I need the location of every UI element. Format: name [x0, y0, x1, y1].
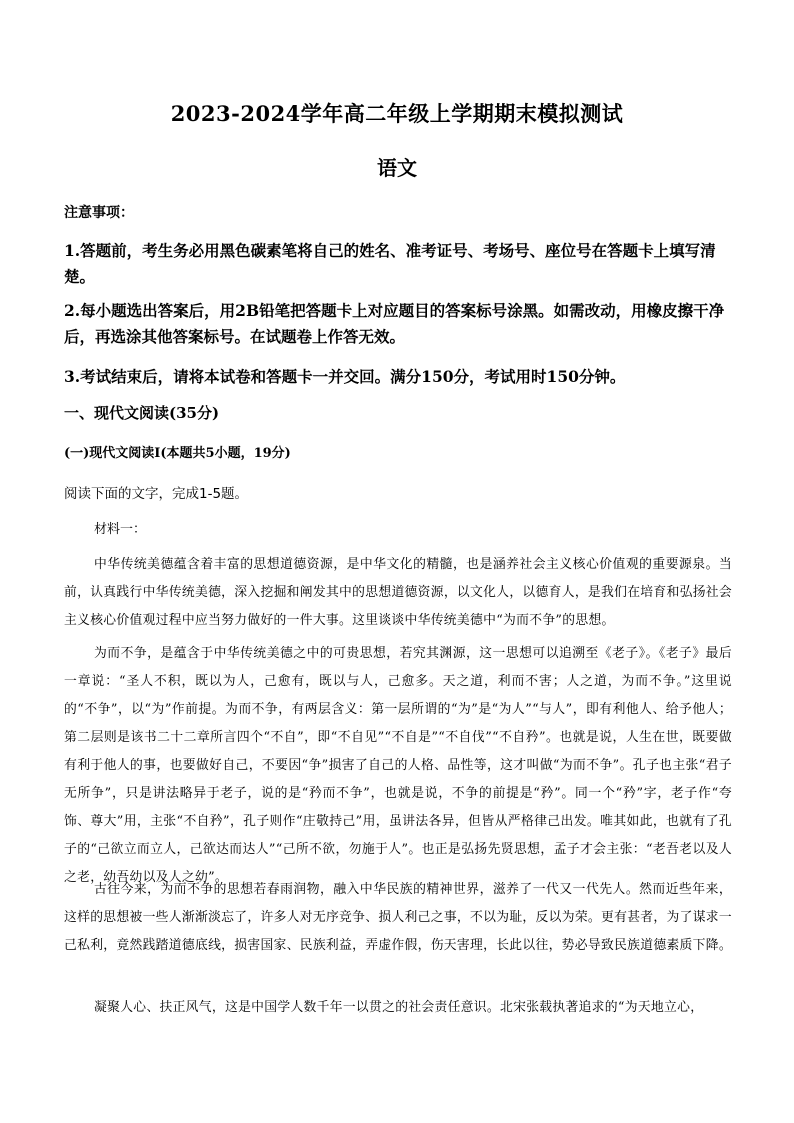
notice-item: 2.每小题选出答案后，用2B铅笔把答题卡上对应题目的答案标号涂黑。如需改动，用橡皮擦干净后，再选涂其他答案标号。在试题卷上作答无效。	[64, 301, 725, 346]
reading-instruction: 阅读下面的文字，完成1-5题。	[64, 486, 249, 502]
exam-subject: 语文	[377, 156, 417, 180]
subsection-heading: (一)现代文阅读Ⅰ(本题共5小题，19分)	[64, 446, 291, 461]
passage-paragraph: 凝聚人心、扶正风气，这是中国学人数千年一以贯之的社会责任意识。北宋张载执著追求的“为天地立心，	[94, 1000, 704, 1015]
material-label: 材料一：	[94, 522, 147, 537]
passage-paragraph: 古往今来，为而不争的思想若春雨润物，融入中华民族的精神世界，滋养了一代又一代先人。然而近些年来，这样的思想被一些人渐渐淡忘了，许多人对无序竞争、损人利己之事，不以为耻，反以为荣。更有甚者，为了谋求一己私利，竟然践踏道德底线，损害国家、民族利益，弄虚作假，伤天害理，长此以往，势必导致民族道德素质下降。	[64, 882, 732, 953]
notice-item: 1.答题前，考生务必用黑色碳素笔将自己的姓名、准考证号、考场号、座位号在答题卡上填写清楚。	[64, 241, 716, 286]
passage-paragraph: 中华传统美德蕴含着丰富的思想道德资源，是中华文化的精髓，也是涵养社会主义核心价值观的重要源泉。当前，认真践行中华传统美德，深入挖掘和阐发其中的思想道德资源，以文化人，以德育人，是我们在培育和弘扬社会主义核心价值观过程中应当努力做好的一件大事。这里谈谈中华传统美德中“为而不争”的思想。	[64, 557, 732, 628]
notice-item: 3.考试结束后，请将本试卷和答题卡一并交回。满分150分，考试用时150分钟。	[64, 367, 626, 386]
passage-paragraph: 为而不争，是蕴含于中华传统美德之中的可贵思想，若究其渊源，这一思想可以追溯至《老子》。《老子》最后一章说：“圣人不积，既以为人，己愈有，既以与人，己愈多。天之道，利而不害；人之道，为而不争。”这里说的“不争”，以“为”作前提。为而不争，有两层含义：第一层所谓的“为”是“为人”“与人”，即有利他人、给予他人；第二层则是该书二十二章所言四个“不自”，即“不自见”“不自是”“不自伐”“不自矜”。也就是说，人生在世，既要做有利于他人的事，也要做好自己，不要因“争”损害了自己的人格、品性等，这才叫做“为而不争”。孔子也主张“君子无所争”，只是讲法略异于老子，说的是“矜而不争”，也就是说，不争的前提是“矜”。同一个“矜”字，老子作“夸饰、尊大”用，主张“不自矜”，孔子则作“庄敬持己”用，虽讲法各异，但皆从严格律己出发。唯其如此，也就有了孔子的“己欲立而立人，己欲达而达人”“己所不欲，勿施于人”。也正是弘扬先贤思想，孟子才会主张：“老吾老以及人之老，幼吾幼以及人之幼”。	[64, 646, 732, 885]
exam-title: 2023-2024学年高二年级上学期期末模拟测试	[170, 101, 624, 126]
notice-heading: 注意事项：	[64, 205, 134, 221]
section-heading: 一、现代文阅读(35分)	[64, 404, 220, 422]
